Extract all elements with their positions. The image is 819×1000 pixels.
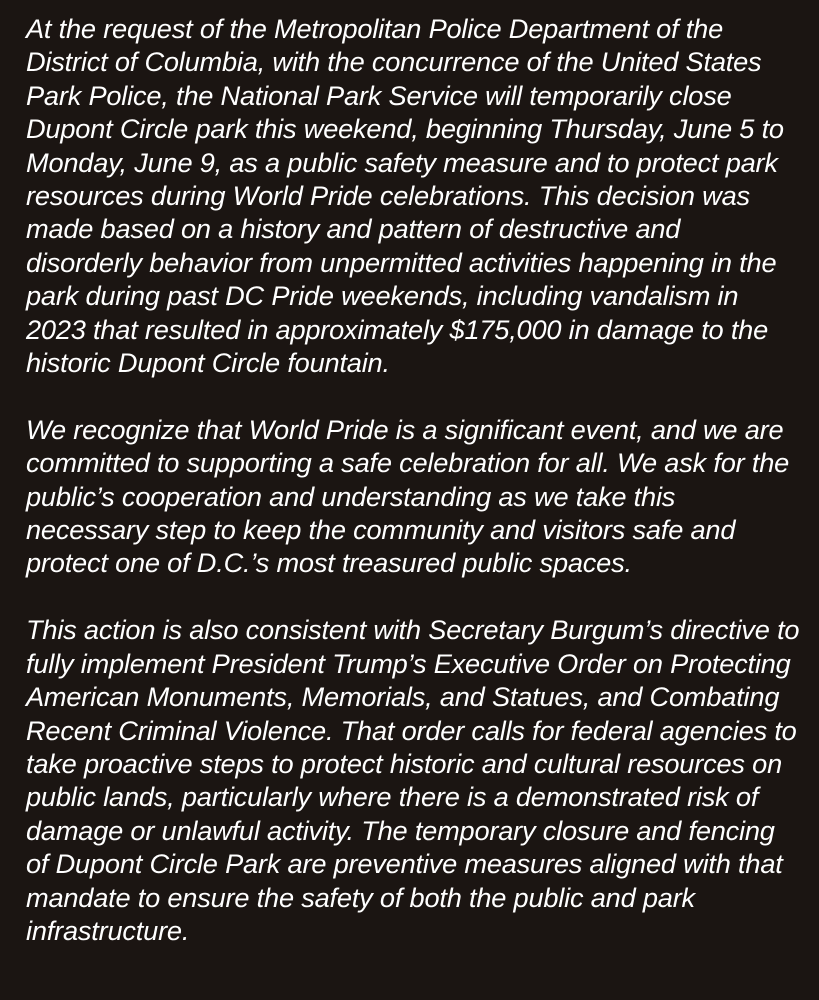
statement-paragraph-executive-order: This action is also consistent with Secretary Burgum’s directive to fully implement President Trump’s Executive Order on Protecting American Monuments, Memorials, and Statues, and Combating Recent Criminal Violence. That order calls for federal agencies to take proactive steps to protect historic and cultural resources on public lands, particularly where there is a demonstrated risk of damage or unlawful activity. The temporary closure and fencing of Dupont Circle Park are preventive measures aligned with that mandate to ensure the safety of both the public and park infrastructure. [26,614,800,946]
statement-paragraph-world-pride: We recognize that World Pride is a significant event, and we are committed to supporting a safe celebration for all. We ask for the public’s cooperation and understanding as we take this necessary step to keep the community and visitors safe and protect one of D.C.’s most treasured public spaces. [26,413,790,579]
statement-paragraph-closure-announcement: At the request of the Metropolitan Police Department of the District of Columbia, with the concurrence of the United States Park Police, the National Park Service will temporarily close Dupont Circle park this weekend, beginning Thursday, June 5 to Monday, June 9, as a public safety measure and to protect park resources during World Pride celebrations. This decision was made based on a history and pattern of destructive and disorderly behavior from unpermitted activities happening in the park during past DC Pride weekends, including vandalism in 2023 that resulted in approximately $175,000 in damage to the historic Dupont Circle fountain. [26,13,784,379]
